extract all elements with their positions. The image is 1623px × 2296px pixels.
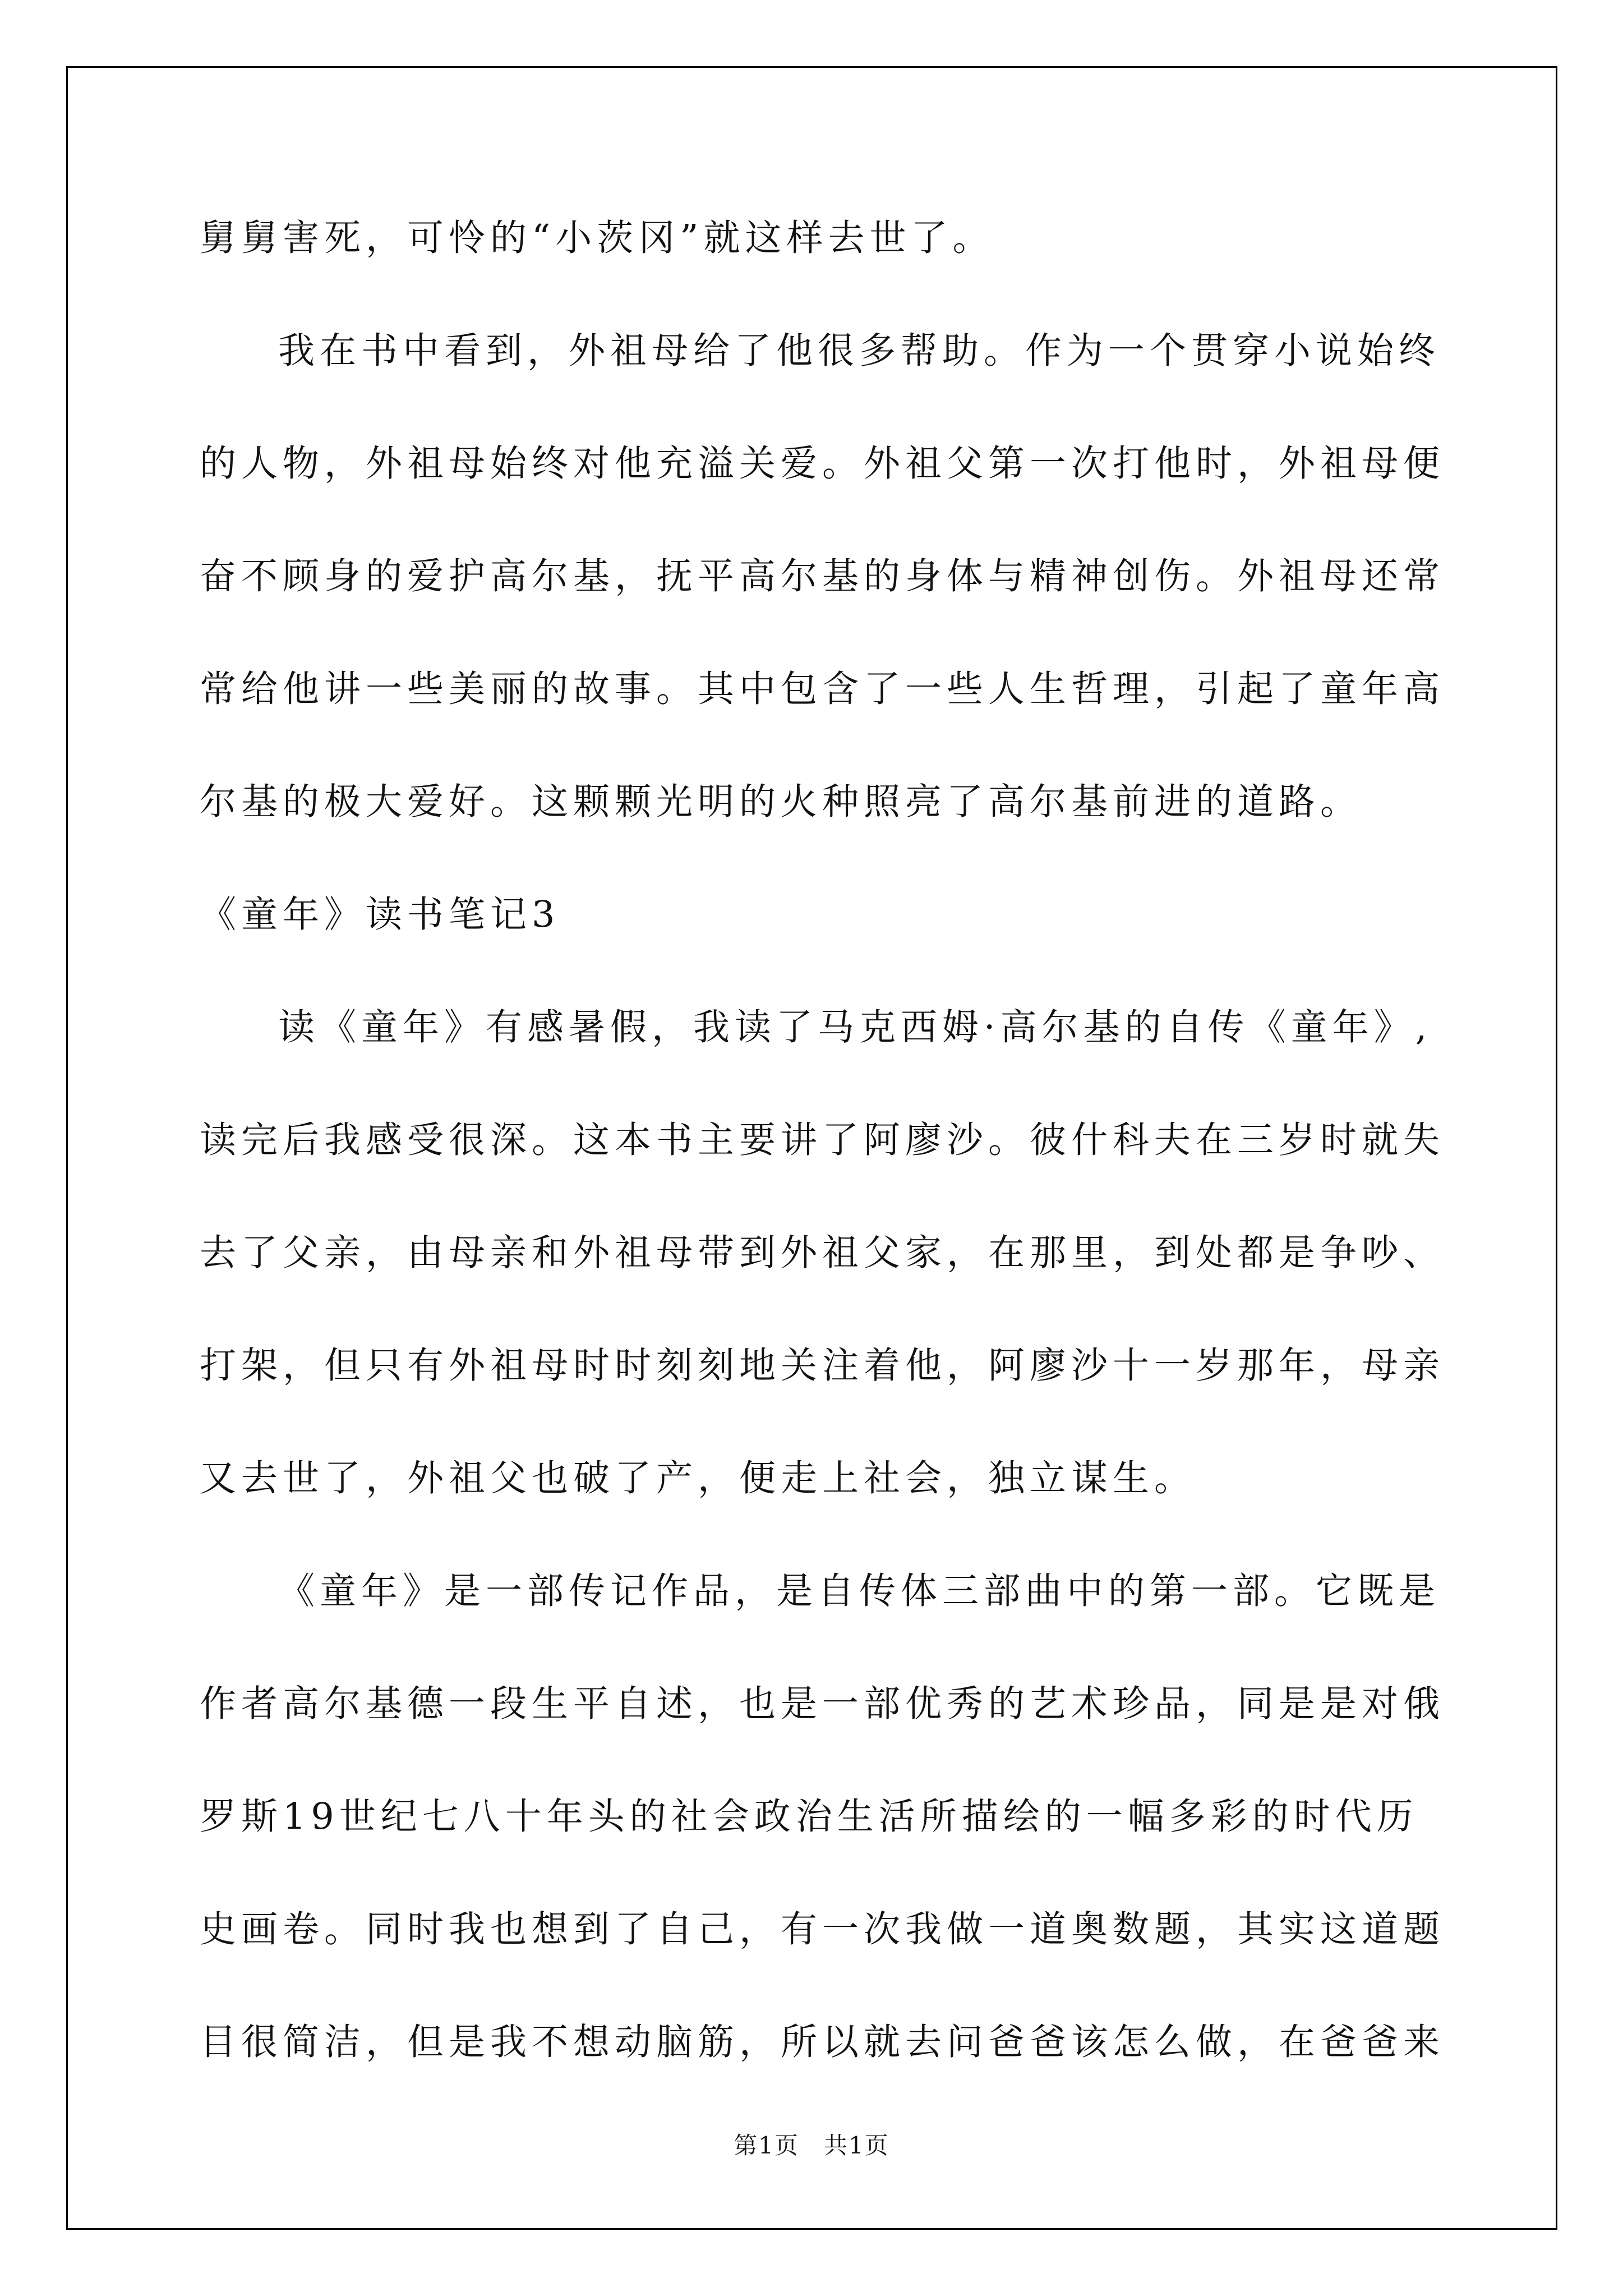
body-line-1: 舅舅害死，可怜的“小茨冈”就这样去世了。 [200,217,994,259]
body-line-12: 又去世了，外祖父也破了产，便走上社会，独立谋生。 [200,1457,1196,1499]
section-heading: 《童年》读书笔记3 [200,894,560,936]
page-footer: 第1页 共1页 [734,2132,889,2159]
body-line-3: 的人物，外祖母始终对他充溢关爱。外祖父第一次打他时，外祖母便 [200,443,1445,485]
body-line-8: 读《童年》有感暑假，我读了马克西姆·高尔基的自传《童年》, [278,1006,1432,1048]
body-line-15: 罗斯19世纪七八十年头的社会政治生活所描绘的一幅多彩的时代历 [200,1796,1418,1838]
body-line-10: 去了父亲，由母亲和外祖母带到外祖父家，在那里，到处都是争吵、 [200,1232,1445,1274]
body-line-6: 尔基的极大爱好。这颗颗光明的火种照亮了高尔基前进的道路。 [200,781,1362,823]
body-line-5: 常给他讲一些美丽的故事。其中包含了一些人生哲理，引起了童年高 [200,668,1445,710]
body-line-17: 目很简洁，但是我不想动脑筋，所以就去问爸爸该怎么做，在爸爸来 [200,2021,1445,2063]
body-line-2: 我在书中看到，外祖母给了他很多帮助。作为一个贯穿小说始终 [278,330,1441,372]
body-line-14: 作者高尔基德一段生平自述，也是一部优秀的艺术珍品，同是是对俄 [200,1683,1445,1725]
body-line-13: 《童年》是一部传记作品，是自传体三部曲中的第一部。它既是 [278,1570,1441,1612]
body-line-4: 奋不顾身的爱护高尔基，抚平高尔基的身体与精神创伤。外祖母还常 [200,555,1445,597]
body-line-11: 打架，但只有外祖母时时刻刻地关注着他，阿廖沙十一岁那年，母亲 [200,1345,1445,1387]
body-line-16: 史画卷。同时我也想到了自己，有一次我做一道奥数题，其实这道题 [200,1908,1445,1950]
body-line-9: 读完后我感受很深。这本书主要讲了阿廖沙。彼什科夫在三岁时就失 [200,1119,1445,1161]
